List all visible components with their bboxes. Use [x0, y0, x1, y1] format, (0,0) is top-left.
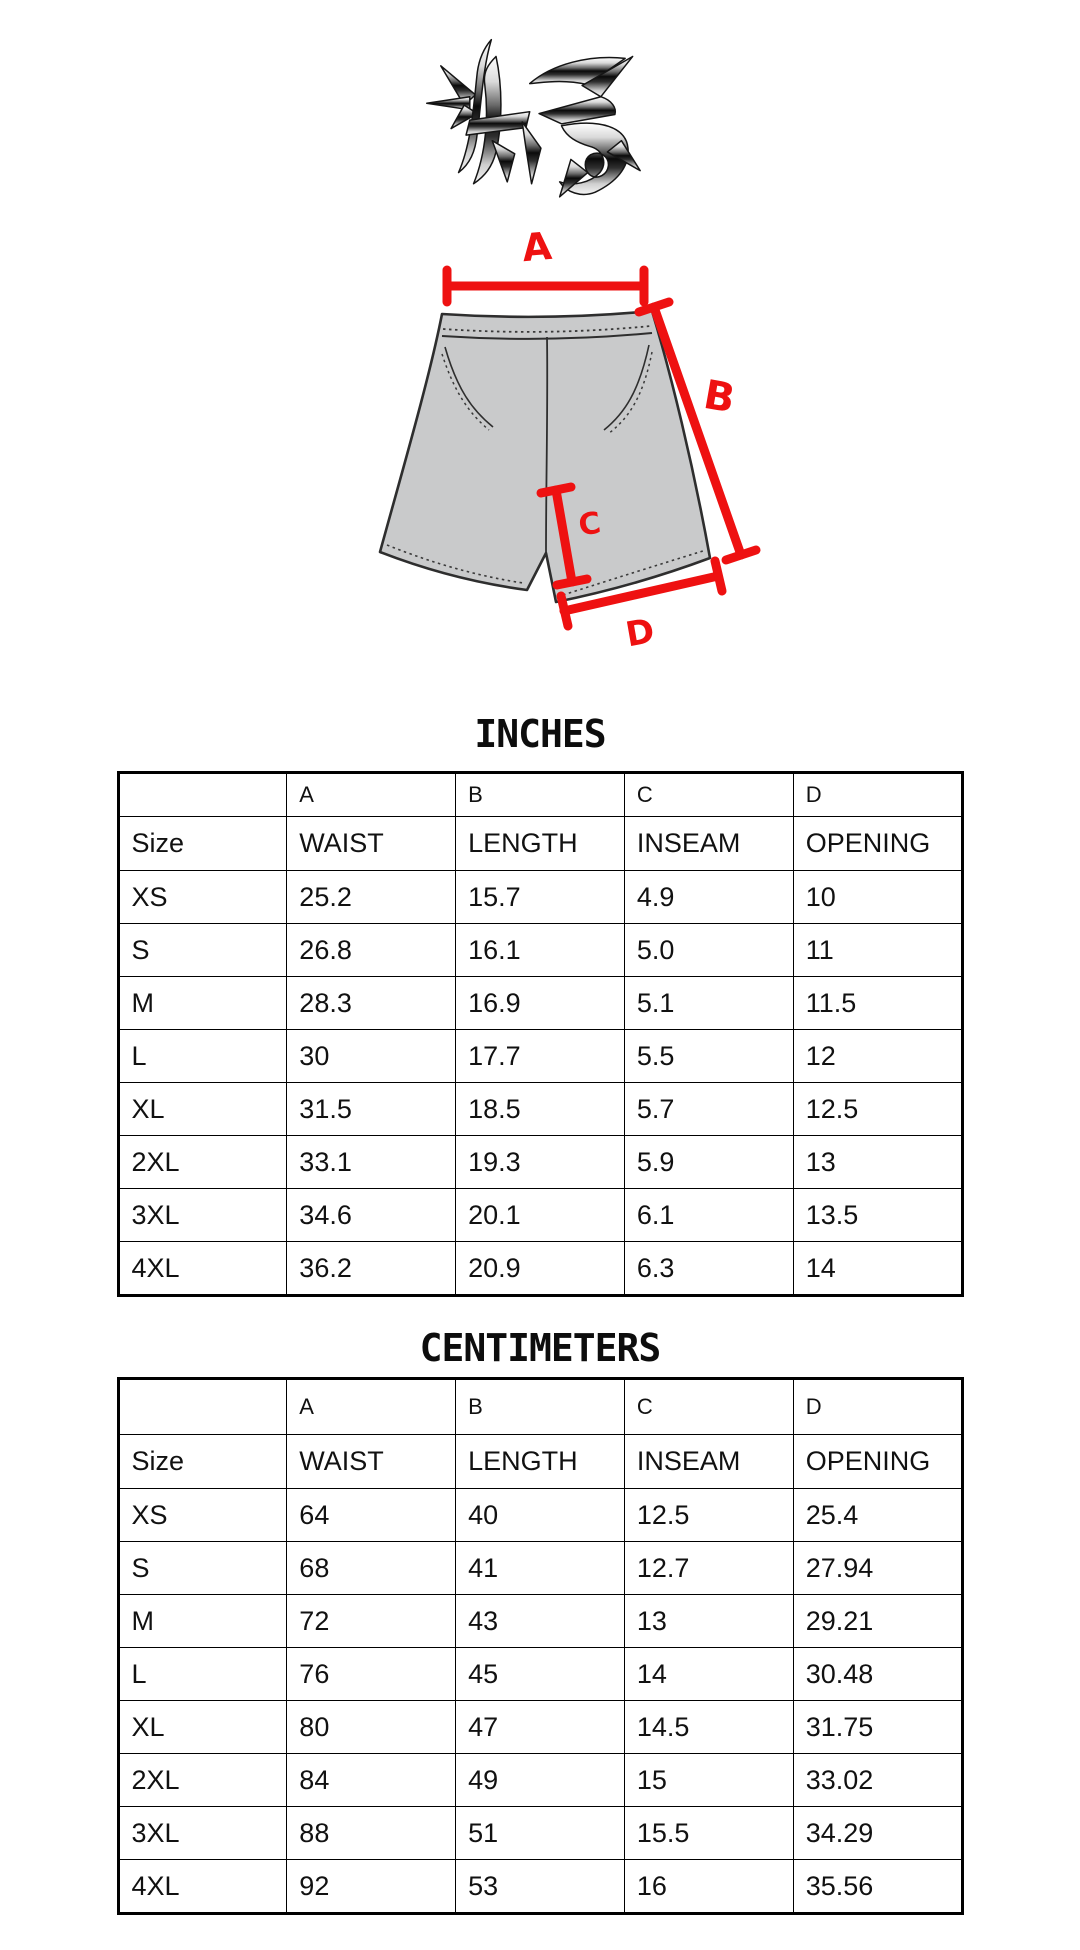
value-cell: 12.7: [624, 1542, 793, 1595]
size-cell: 2XL: [118, 1754, 287, 1807]
table-row: [118, 1595, 962, 1648]
value-cell: 19.3: [456, 1136, 625, 1189]
value-cell: 88: [287, 1807, 456, 1860]
value-cell: 25.2: [287, 871, 456, 924]
value-cell: 43: [456, 1595, 625, 1648]
value-cell: 53: [456, 1860, 625, 1914]
value-cell: 13: [793, 1136, 962, 1189]
size-cell: XL: [118, 1701, 287, 1754]
value-cell: 18.5: [456, 1083, 625, 1136]
table-row: [118, 1648, 962, 1701]
value-cell: 51: [456, 1807, 625, 1860]
value-cell: 16.9: [456, 977, 625, 1030]
table-row: [118, 1489, 962, 1542]
header-cell: WAIST: [287, 1435, 456, 1489]
size-cell: S: [118, 1542, 287, 1595]
column-header-row: [118, 1435, 962, 1489]
brand-logo: [423, 30, 657, 204]
measure-line-waist-A: [447, 270, 644, 302]
header-cell: OPENING: [793, 1435, 962, 1489]
value-cell: 12: [793, 1030, 962, 1083]
value-cell: 45: [456, 1648, 625, 1701]
header-cell: LENGTH: [456, 817, 625, 871]
value-cell: 64: [287, 1489, 456, 1542]
size-cell: 4XL: [118, 1242, 287, 1296]
value-cell: 5.0: [624, 924, 793, 977]
label-D: D: [622, 611, 658, 654]
size-cell: 3XL: [118, 1189, 287, 1242]
size-cell: 2XL: [118, 1136, 287, 1189]
value-cell: 27.94: [793, 1542, 962, 1595]
value-cell: 17.7: [456, 1030, 625, 1083]
value-cell: 15.7: [456, 871, 625, 924]
header-cell: A: [287, 773, 456, 817]
value-cell: 36.2: [287, 1242, 456, 1296]
header-cell: OPENING: [793, 817, 962, 871]
size-cell: M: [118, 977, 287, 1030]
value-cell: 31.75: [793, 1701, 962, 1754]
value-cell: 20.1: [456, 1189, 625, 1242]
label-B: B: [700, 371, 739, 423]
table-row: [118, 1542, 962, 1595]
table-row: [118, 1136, 962, 1189]
table-row: [118, 1030, 962, 1083]
value-cell: 72: [287, 1595, 456, 1648]
value-cell: 80: [287, 1701, 456, 1754]
row-label-cell: [118, 1379, 287, 1435]
table-row: [118, 871, 962, 924]
value-cell: 31.5: [287, 1083, 456, 1136]
value-cell: 14: [793, 1242, 962, 1296]
value-cell: 92: [287, 1860, 456, 1914]
value-cell: 20.9: [456, 1242, 625, 1296]
header-cell: LENGTH: [456, 1435, 625, 1489]
value-cell: 15.5: [624, 1807, 793, 1860]
value-cell: 40: [456, 1489, 625, 1542]
size-table-centimeters: [117, 1377, 964, 1915]
value-cell: 6.3: [624, 1242, 793, 1296]
value-cell: 14: [624, 1648, 793, 1701]
shorts-diagram-image: [342, 214, 782, 654]
value-cell: 12.5: [624, 1489, 793, 1542]
size-cell: 4XL: [118, 1860, 287, 1914]
size-cell: XL: [118, 1083, 287, 1136]
value-cell: 26.8: [287, 924, 456, 977]
size-cell: L: [118, 1030, 287, 1083]
label-C: C: [576, 505, 604, 544]
value-cell: 13: [624, 1595, 793, 1648]
header-cell: B: [456, 1379, 625, 1435]
value-cell: 49: [456, 1754, 625, 1807]
row-label-cell: Size: [118, 817, 287, 871]
size-cell: S: [118, 924, 287, 977]
size-chart-page: [0, 30, 1080, 1950]
value-cell: 76: [287, 1648, 456, 1701]
table-row: [118, 1701, 962, 1754]
shorts-measurement-diagram: [342, 214, 782, 659]
table-row: [118, 1807, 962, 1860]
value-cell: 33.1: [287, 1136, 456, 1189]
size-cell: XS: [118, 871, 287, 924]
value-cell: 15: [624, 1754, 793, 1807]
header-cell: INSEAM: [624, 1435, 793, 1489]
header-cell: D: [793, 1379, 962, 1435]
header-cell: D: [793, 773, 962, 817]
size-cell: XS: [118, 1489, 287, 1542]
value-cell: 12.5: [793, 1083, 962, 1136]
header-cell: A: [287, 1379, 456, 1435]
header-cell: C: [624, 773, 793, 817]
value-cell: 14.5: [624, 1701, 793, 1754]
value-cell: 5.1: [624, 977, 793, 1030]
table-row: [118, 1189, 962, 1242]
table-row: [118, 1083, 962, 1136]
value-cell: 5.7: [624, 1083, 793, 1136]
table-row: [118, 1860, 962, 1914]
h3-logo-strokes: [427, 40, 640, 197]
column-header-row: [118, 817, 962, 871]
value-cell: 4.9: [624, 871, 793, 924]
value-cell: 16: [624, 1860, 793, 1914]
row-label-cell: [118, 773, 287, 817]
value-cell: 30.48: [793, 1648, 962, 1701]
shorts-body: [380, 311, 710, 602]
letter-header-row: [118, 1379, 962, 1435]
value-cell: 25.4: [793, 1489, 962, 1542]
value-cell: 16.1: [456, 924, 625, 977]
size-table-inches: [117, 771, 964, 1297]
value-cell: 47: [456, 1701, 625, 1754]
value-cell: 41: [456, 1542, 625, 1595]
value-cell: 68: [287, 1542, 456, 1595]
value-cell: 30: [287, 1030, 456, 1083]
row-label-cell: Size: [118, 1435, 287, 1489]
value-cell: 34.6: [287, 1189, 456, 1242]
value-cell: 11: [793, 924, 962, 977]
header-cell: C: [624, 1379, 793, 1435]
value-cell: 5.9: [624, 1136, 793, 1189]
value-cell: 35.56: [793, 1860, 962, 1914]
inches-title: INCHES: [474, 712, 606, 756]
label-A: A: [520, 223, 554, 271]
header-cell: WAIST: [287, 817, 456, 871]
table-row: [118, 924, 962, 977]
value-cell: 84: [287, 1754, 456, 1807]
size-cell: M: [118, 1595, 287, 1648]
header-cell: B: [456, 773, 625, 817]
centimeters-title: CENTIMETERS: [419, 1326, 661, 1370]
table-row: [118, 1242, 962, 1296]
value-cell: 10: [793, 871, 962, 924]
value-cell: 6.1: [624, 1189, 793, 1242]
table-row: [118, 977, 962, 1030]
size-cell: 3XL: [118, 1807, 287, 1860]
letter-header-row: [118, 773, 962, 817]
value-cell: 29.21: [793, 1595, 962, 1648]
size-cell: L: [118, 1648, 287, 1701]
value-cell: 13.5: [793, 1189, 962, 1242]
value-cell: 11.5: [793, 977, 962, 1030]
table-row: [118, 1754, 962, 1807]
value-cell: 5.5: [624, 1030, 793, 1083]
value-cell: 34.29: [793, 1807, 962, 1860]
value-cell: 28.3: [287, 977, 456, 1030]
header-cell: INSEAM: [624, 817, 793, 871]
h3-logo-image: [423, 30, 657, 199]
value-cell: 33.02: [793, 1754, 962, 1807]
